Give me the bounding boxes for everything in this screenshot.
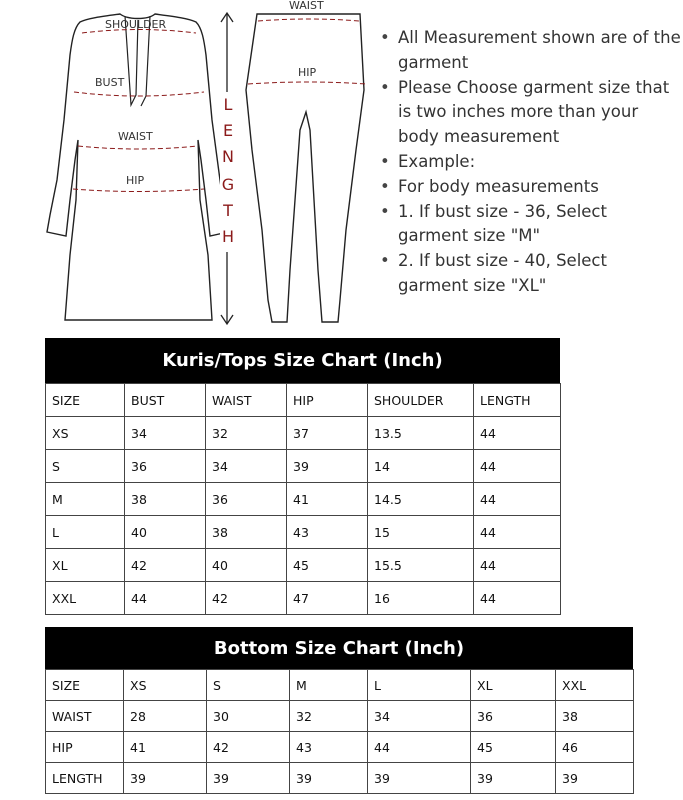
table-cell: 39 <box>556 763 634 794</box>
table-cell: 37 <box>287 417 368 450</box>
table-cell: 42 <box>125 549 206 582</box>
table-cell: 45 <box>471 732 556 763</box>
table-cell: WAIST <box>46 701 124 732</box>
table-cell: 36 <box>206 483 287 516</box>
table-row <box>46 732 634 763</box>
table-cell: HIP <box>46 732 124 763</box>
table-cell: 38 <box>125 483 206 516</box>
table-cell: 34 <box>206 450 287 483</box>
header-cell: S <box>207 670 290 701</box>
table-cell: 39 <box>124 763 207 794</box>
table-cell: 38 <box>206 516 287 549</box>
table-row <box>46 516 561 549</box>
table-cell: 30 <box>207 701 290 732</box>
header-cell: WAIST <box>206 384 287 417</box>
table-cell: 44 <box>474 483 561 516</box>
table-cell: 39 <box>368 763 471 794</box>
header-cell: BUST <box>125 384 206 417</box>
table-cell: 14 <box>368 450 474 483</box>
length-letter: G <box>221 175 235 194</box>
table-cell: 32 <box>206 417 287 450</box>
table-cell: 46 <box>556 732 634 763</box>
length-letter: L <box>223 95 233 114</box>
table-cell: 39 <box>207 763 290 794</box>
table-cell: XXL <box>46 582 125 615</box>
table-cell: 15.5 <box>368 549 474 582</box>
table-cell: 38 <box>556 701 634 732</box>
table-row <box>46 701 634 732</box>
table-cell: 44 <box>474 582 561 615</box>
header-cell: HIP <box>287 384 368 417</box>
table-cell: M <box>46 483 125 516</box>
header-cell: LENGTH <box>474 384 561 417</box>
garment-illustration <box>0 0 370 332</box>
kurta-label-bust: BUST <box>95 76 125 89</box>
table-cell: XL <box>46 549 125 582</box>
table-cell: 44 <box>125 582 206 615</box>
note-item: • All Measurement shown are of the garment <box>376 26 681 76</box>
header-cell: SIZE <box>46 384 125 417</box>
table-cell: 40 <box>206 549 287 582</box>
table-cell: LENGTH <box>46 763 124 794</box>
length-letter: N <box>222 147 234 166</box>
header-cell: L <box>368 670 471 701</box>
tops-chart-title: Kuris/Tops Size Chart (Inch) <box>45 338 560 383</box>
table-cell: 14.5 <box>368 483 474 516</box>
length-letter: H <box>221 227 235 246</box>
table-row <box>46 582 561 615</box>
table-cell: 32 <box>290 701 368 732</box>
note-item: • 2. If bust size - 40, Select garment size "XL" <box>376 249 681 299</box>
length-letter: E <box>222 121 234 140</box>
table-cell: 43 <box>287 516 368 549</box>
tops-size-chart <box>45 338 560 615</box>
header-cell: SIZE <box>46 670 124 701</box>
pants-label-hip: HIP <box>298 66 317 79</box>
header-cell: XXL <box>556 670 634 701</box>
table-cell: 45 <box>287 549 368 582</box>
table-cell: 44 <box>474 450 561 483</box>
table-cell: 39 <box>290 763 368 794</box>
table-cell: XS <box>46 417 125 450</box>
table-cell: 34 <box>125 417 206 450</box>
header-cell: M <box>290 670 368 701</box>
table-cell: 36 <box>125 450 206 483</box>
table-header-row <box>46 670 634 701</box>
header-cell: XL <box>471 670 556 701</box>
table-row <box>46 549 561 582</box>
kurta-label-hip: HIP <box>126 174 145 187</box>
bottoms-chart-title: Bottom Size Chart (Inch) <box>45 627 633 669</box>
table-row <box>46 763 634 794</box>
table-cell: 40 <box>125 516 206 549</box>
pants-outline <box>246 14 364 322</box>
table-cell: 44 <box>474 549 561 582</box>
kurta-label-shoulder: SHOULDER <box>105 18 167 31</box>
note-item: • Example: <box>376 150 681 175</box>
table-cell: 44 <box>474 516 561 549</box>
table-cell: 34 <box>368 701 471 732</box>
note-item: • For body measurements <box>376 175 681 200</box>
measurement-notes <box>376 26 681 299</box>
table-cell: 36 <box>471 701 556 732</box>
table-cell: L <box>46 516 125 549</box>
table-cell: 44 <box>474 417 561 450</box>
note-item: • 1. If bust size - 36, Select garment size "M" <box>376 200 681 250</box>
table-cell: 42 <box>206 582 287 615</box>
table-row <box>46 417 561 450</box>
header-cell: SHOULDER <box>368 384 474 417</box>
table-cell: 16 <box>368 582 474 615</box>
bottoms-size-table <box>45 669 634 794</box>
header-cell: XS <box>124 670 207 701</box>
table-cell: 47 <box>287 582 368 615</box>
bottoms-size-chart <box>45 627 633 794</box>
table-header-row <box>46 384 561 417</box>
table-cell: 42 <box>207 732 290 763</box>
table-cell: 41 <box>287 483 368 516</box>
table-cell: 28 <box>124 701 207 732</box>
table-cell: 43 <box>290 732 368 763</box>
table-cell: 13.5 <box>368 417 474 450</box>
table-cell: 15 <box>368 516 474 549</box>
table-cell: 44 <box>368 732 471 763</box>
kurta-label-waist: WAIST <box>118 130 153 143</box>
table-row <box>46 483 561 516</box>
note-item: • Please Choose garment size that is two inches more than your body measurement <box>376 76 681 150</box>
table-cell: 39 <box>471 763 556 794</box>
table-cell: S <box>46 450 125 483</box>
table-cell: 41 <box>124 732 207 763</box>
pants-label-waist: WAIST <box>289 0 324 12</box>
tops-size-table <box>45 383 561 615</box>
table-row <box>46 450 561 483</box>
table-cell: 39 <box>287 450 368 483</box>
length-letter: T <box>223 201 233 220</box>
